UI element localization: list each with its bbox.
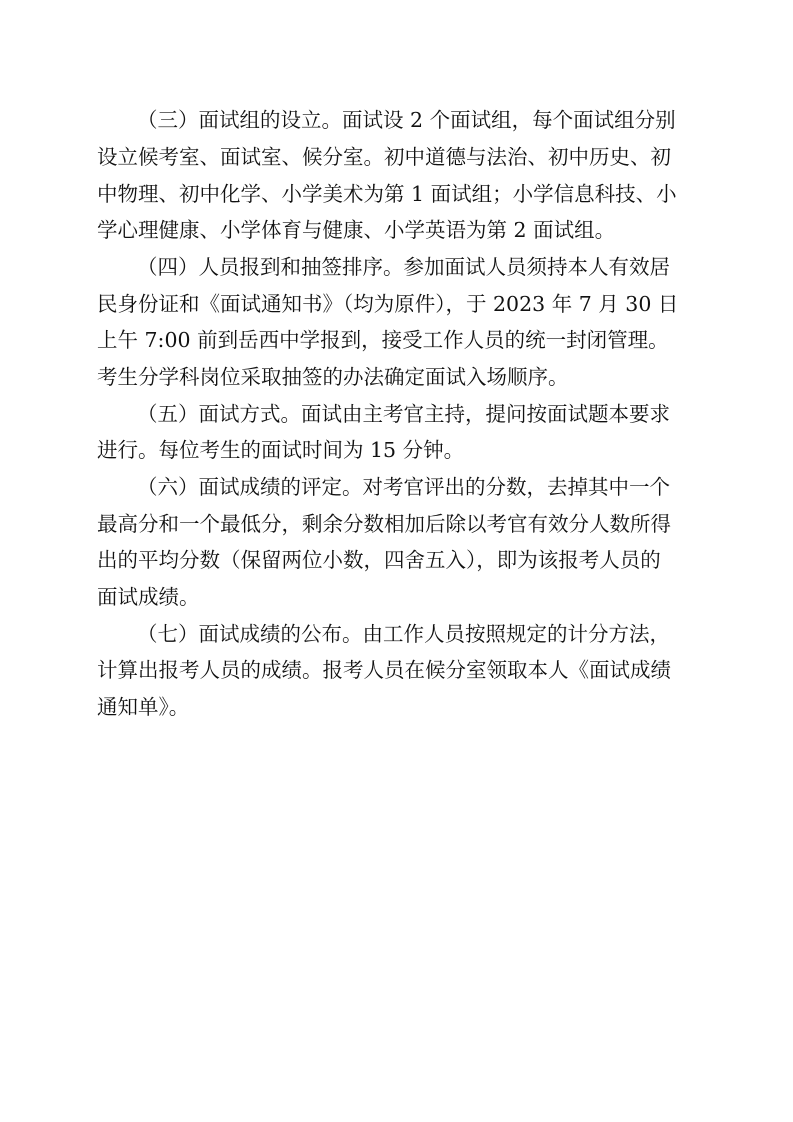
section-4-line-2: 民身份证和《面试通知书》（均为原件），于 2023 年 7 月 30 日 [97,292,679,316]
section-5-line-2: 进行。每位考生的面试时间为 15 分钟。 [97,438,465,462]
section-3-line-2: 设立候考室、面试室、候分室。初中道德与法治、初中历史、初 [97,145,671,169]
section-7-line-2: 计算出报考人员的成绩。报考人员在候分室领取本人《面试成绩 [97,658,671,682]
section-4-line-1: （四）人员报到和抽签排序。参加面试人员须持本人有效居 [137,255,670,279]
section-7-line-3: 通知单》。 [97,695,190,719]
section-6-line-4: 面试成绩。 [97,585,200,609]
section-6-line-2: 最高分和一个最低分，剩余分数相加后除以考官有效分人数所得 [97,512,671,536]
section-5-line-1: （五）面试方式。面试由主考官主持，提问按面试题本要求 [137,402,670,426]
section-6-line-3: 出的平均分数（保留两位小数，四舍五入），即为该报考人员的 [97,548,661,572]
section-6-line-1: （六）面试成绩的评定。对考官评出的分数，去掉其中一个 [137,475,670,499]
section-3-line-3: 中物理、初中化学、小学美术为第 1 面试组；小学信息科技、小 [97,182,677,206]
section-3-line-1: （三）面试组的设立。面试设 2 个面试组，每个面试组分别 [137,108,676,132]
section-3-line-4: 学心理健康、小学体育与健康、小学英语为第 2 面试组。 [97,218,616,242]
section-4-line-3: 上午 7:00 前到岳西中学报到，接受工作人员的统一封闭管理。 [97,328,669,352]
section-4-line-4: 考生分学科岗位采取抽签的办法确定面试入场顺序。 [97,365,569,389]
section-7-line-1: （七）面试成绩的公布。由工作人员按照规定的计分方法， [137,622,670,646]
